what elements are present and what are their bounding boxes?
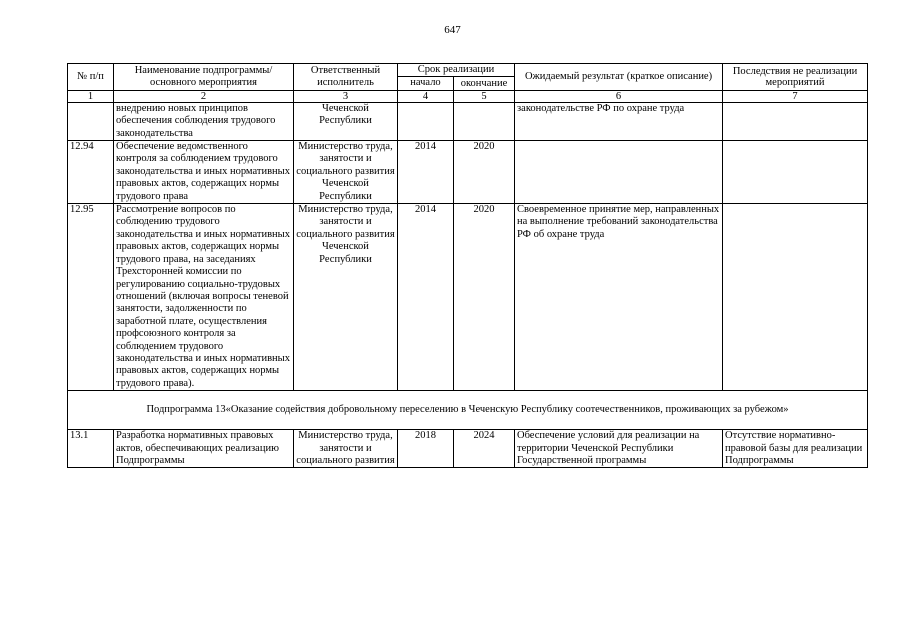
table-row bbox=[68, 141, 868, 204]
section-row bbox=[68, 391, 868, 430]
table-row bbox=[68, 430, 868, 468]
column-number: 1 bbox=[68, 90, 114, 102]
row-end bbox=[454, 102, 515, 140]
row-start: 2014 bbox=[398, 204, 454, 391]
row-end: 2020 bbox=[454, 141, 515, 204]
header-row bbox=[68, 64, 868, 77]
table-row bbox=[68, 204, 868, 391]
header-result: Ожидаемый результат (краткое описание) bbox=[515, 64, 723, 91]
row-consequences: Отсутствие нормативно-правовой базы для реализации Подпрограммы bbox=[723, 430, 868, 468]
row-consequences bbox=[723, 204, 868, 391]
measures-table bbox=[67, 63, 868, 468]
row-name: Разработка нормативных правовых актов, обеспечивающих реализацию Подпрограммы bbox=[114, 430, 294, 468]
row-end: 2024 bbox=[454, 430, 515, 468]
row-name: внедрению новых принципов обеспечения соблюдения трудового законодательства bbox=[114, 102, 294, 140]
header-period: Срок реализации bbox=[398, 64, 515, 77]
column-number: 4 bbox=[398, 90, 454, 102]
column-numbers-row bbox=[68, 90, 868, 102]
row-name: Рассмотрение вопросов по соблюдению трудового законодательства и иных нормативных правовых актов, содержащих нормы трудового права, на заседаниях Трехсторонней комиссии по регулированию социально-трудовых отношений (включая вопросы теневой занятости, задолженности по заработной плате, осуществления профсоюзного контроля за соблюдением трудового законодательства и иных нормативных правовых актов, содержащих нормы трудового права). bbox=[114, 204, 294, 391]
column-number: 2 bbox=[114, 90, 294, 102]
row-name: Обеспечение ведомственного контроля за соблюдением трудового законодательства и иных нормативных правовых актов, содержащих нормы трудового права bbox=[114, 141, 294, 204]
row-num bbox=[68, 102, 114, 140]
header-num: № п/п bbox=[68, 64, 114, 91]
header-consequences: Последствия не реализации мероприятий bbox=[723, 64, 868, 91]
row-num: 13.1 bbox=[68, 430, 114, 468]
row-responsible: Чеченской Республики bbox=[294, 102, 398, 140]
row-start bbox=[398, 102, 454, 140]
section-title: Подпрограмма 13«Оказание содействия добровольному переселению в Чеченскую Республику соотечественников, проживающих за рубежом» bbox=[68, 391, 868, 430]
row-responsible: Министерство труда, занятости и социального развития Чеченской Республики bbox=[294, 141, 398, 204]
row-consequences bbox=[723, 102, 868, 140]
row-result bbox=[515, 141, 723, 204]
header-start: начало bbox=[398, 77, 454, 90]
row-responsible: Министерство труда, занятости и социального развития bbox=[294, 430, 398, 468]
column-number: 6 bbox=[515, 90, 723, 102]
column-number: 5 bbox=[454, 90, 515, 102]
row-responsible: Министерство труда, занятости и социального развития Чеченской Республики bbox=[294, 204, 398, 391]
row-result: Обеспечение условий для реализации на территории Чеченской Республики Государственной программы bbox=[515, 430, 723, 468]
header-responsible: Ответственный исполнитель bbox=[294, 64, 398, 91]
column-number: 3 bbox=[294, 90, 398, 102]
row-num: 12.95 bbox=[68, 204, 114, 391]
header-end: окончание bbox=[454, 77, 515, 90]
column-number: 7 bbox=[723, 90, 868, 102]
row-result: Своевременное принятие мер, направленных на выполнение требований законодательства РФ об охране труда bbox=[515, 204, 723, 391]
page-number: 647 bbox=[444, 24, 461, 36]
row-num: 12.94 bbox=[68, 141, 114, 204]
row-consequences bbox=[723, 141, 868, 204]
row-start: 2014 bbox=[398, 141, 454, 204]
header-name: Наименование подпрограммы/ основного мероприятия bbox=[114, 64, 294, 91]
row-end: 2020 bbox=[454, 204, 515, 391]
row-result: законодательстве РФ по охране труда bbox=[515, 102, 723, 140]
table-row bbox=[68, 102, 868, 140]
row-start: 2018 bbox=[398, 430, 454, 468]
